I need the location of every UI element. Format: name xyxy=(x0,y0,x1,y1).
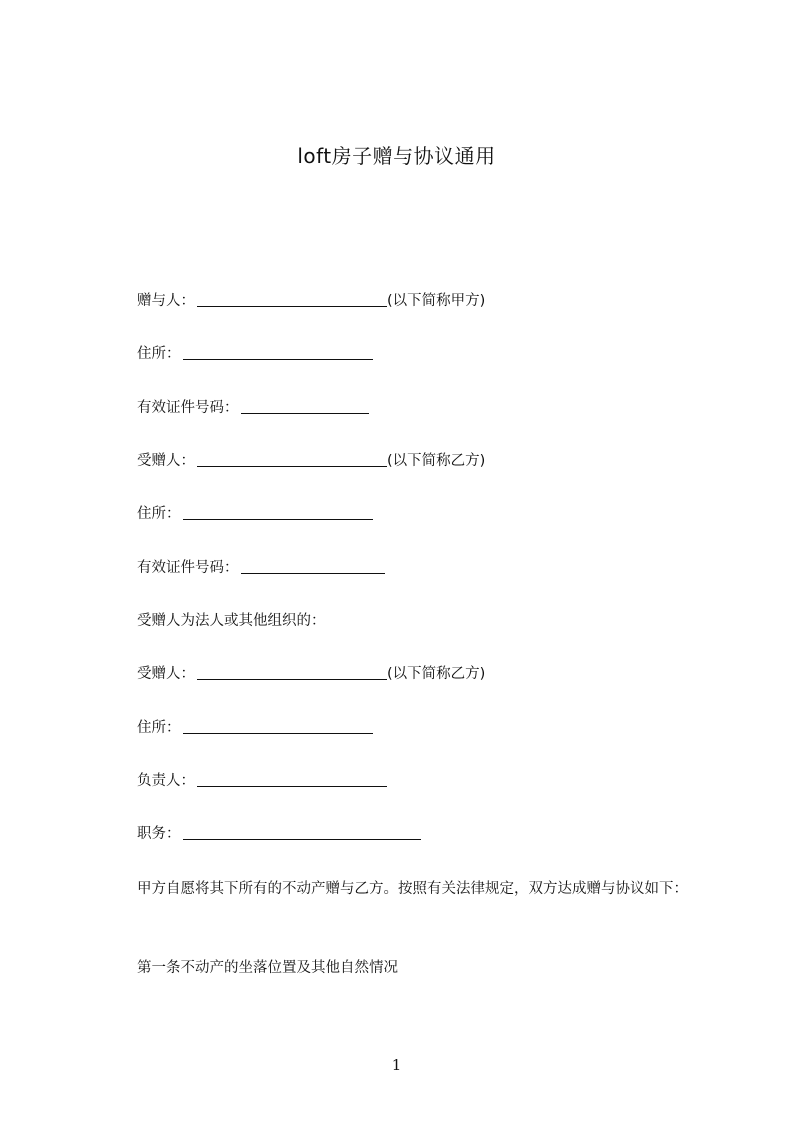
donee-blank xyxy=(197,451,387,467)
donee-suffix: (以下简称乙方) xyxy=(387,453,486,469)
responsible-person-blank xyxy=(197,771,387,787)
intro-paragraph: 甲方自愿将其下所有的不动产赠与乙方。按照有关法律规定，双方达成赠与协议如下： xyxy=(137,881,688,897)
document-title: loft房子赠与协议通用 xyxy=(297,144,496,168)
donor-suffix: (以下简称甲方) xyxy=(387,293,486,309)
donor-id-field xyxy=(137,398,369,418)
page-number: 1 xyxy=(391,1056,402,1074)
donee-address-blank xyxy=(183,504,373,520)
donee-id-field xyxy=(137,558,385,578)
donor-field xyxy=(137,291,485,311)
org-donee-label: 受赠人： xyxy=(137,666,195,682)
donor-id-label: 有效证件号码： xyxy=(137,400,239,416)
responsible-person-label: 负责人： xyxy=(137,773,195,789)
org-donee-blank xyxy=(197,664,387,680)
donee-id-blank xyxy=(241,558,385,574)
org-address-field xyxy=(137,718,373,738)
donor-address-field xyxy=(137,344,373,364)
donor-blank xyxy=(197,291,387,307)
responsible-person-field xyxy=(137,771,387,791)
org-donee-suffix: (以下简称乙方) xyxy=(387,666,486,682)
donee-id-label: 有效证件号码： xyxy=(137,560,239,576)
donor-id-blank xyxy=(241,398,369,414)
org-donee-field xyxy=(137,664,485,684)
donee-address-label: 住所： xyxy=(137,506,181,522)
donee-organization-heading xyxy=(137,611,326,631)
donee-organization-label: 受赠人为法人或其他组织的： xyxy=(137,613,326,629)
position-label: 职务： xyxy=(137,826,181,842)
donor-address-label: 住所： xyxy=(137,346,181,362)
position-blank xyxy=(183,824,421,840)
donee-label: 受赠人： xyxy=(137,453,195,469)
donee-field xyxy=(137,451,485,471)
org-address-label: 住所： xyxy=(137,720,181,736)
donor-label: 赠与人： xyxy=(137,293,195,309)
article-one-heading: 第一条不动产的坐落位置及其他自然情况 xyxy=(137,960,398,976)
donor-address-blank xyxy=(183,344,373,360)
position-field xyxy=(137,824,421,844)
donee-address-field xyxy=(137,504,373,524)
org-address-blank xyxy=(183,718,373,734)
